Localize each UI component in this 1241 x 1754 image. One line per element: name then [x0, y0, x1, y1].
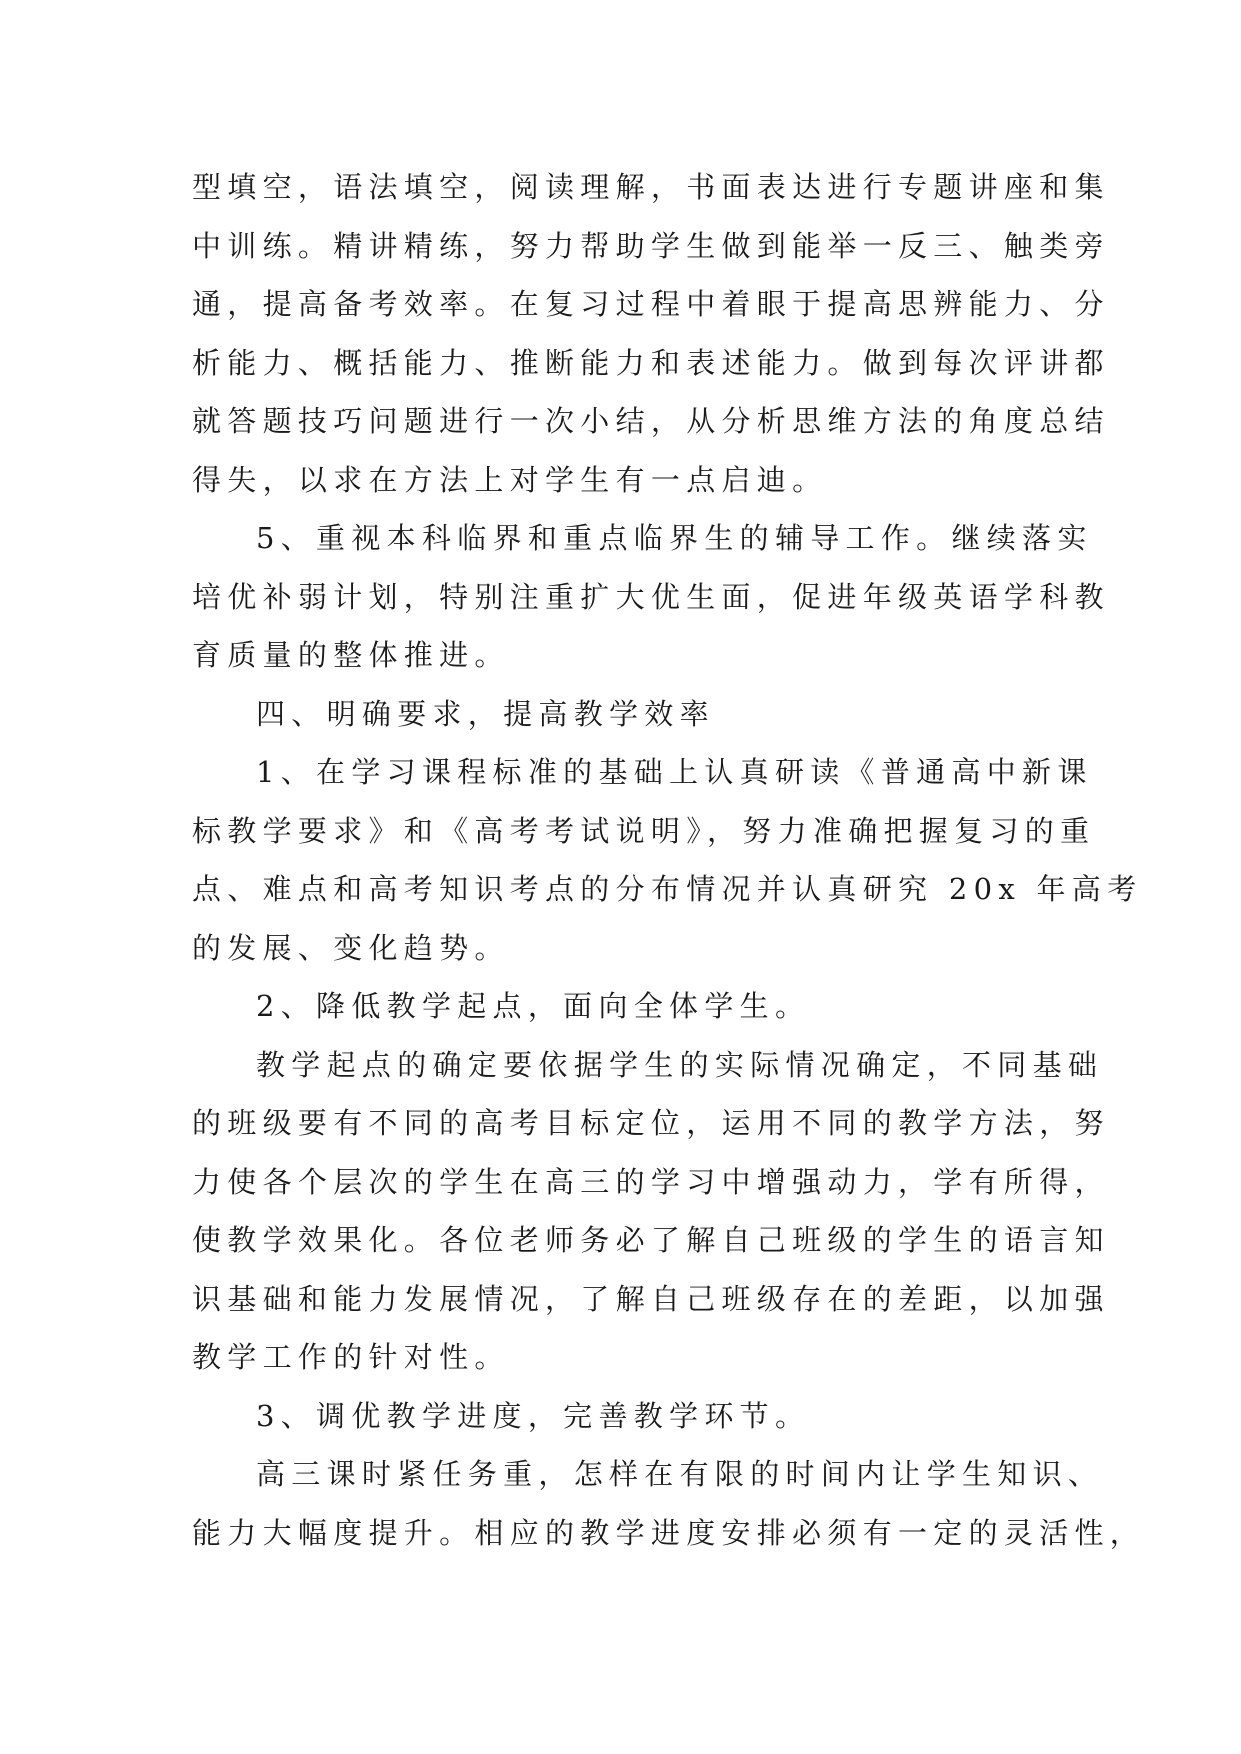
text-line: 四、明确要求，提高教学效率 — [256, 696, 715, 731]
text-line: 通，提高备考效率。在复习过程中着眼于提高思辨能力、分 — [192, 287, 1110, 321]
text-line: 中训练。精讲精练，努力帮助学生做到能举一反三、触类旁 — [192, 228, 1110, 263]
text-line: 标教学要求》和《高考考试说明》，努力准确把握复习的重 — [192, 813, 1096, 848]
document-body — [192, 158, 1146, 1562]
text-line: 培优补弱计划，特别注重扩大优生面，促进年级英语学科教 — [192, 579, 1110, 614]
text-line: 型填空，语法填空，阅读理解，书面表达进行专题讲座和集 — [192, 170, 1110, 204]
text-line: 能力大幅度提升。相应的教学进度安排必须有一定的灵活性， — [192, 1515, 1146, 1550]
text-line: 的班级要有不同的高考目标定位，运用不同的教学方法，努 — [192, 1106, 1110, 1140]
text-line: 5、重视本科临界和重点临界生的辅导工作。继续落实 — [256, 521, 1093, 555]
text-line: 3、调优教学进度，完善教学环节。 — [256, 1398, 811, 1433]
text-line: 2、降低教学起点，面向全体学生。 — [256, 989, 811, 1023]
text-line: 力使各个层次的学生在高三的学习中增强动力，学有所得， — [192, 1164, 1110, 1199]
text-line: 就答题技巧问题进行一次小结，从分析思维方法的角度总结 — [192, 404, 1110, 438]
text-line: 得失，以求在方法上对学生有一点启迪。 — [192, 462, 828, 497]
text-line: 教学工作的针对性。 — [192, 1340, 510, 1374]
text-line: 1、在学习课程标准的基础上认真研读《普通高中新课 — [256, 755, 1093, 789]
text-line: 识基础和能力发展情况，了解自己班级存在的差距，以加强 — [192, 1281, 1110, 1316]
text-line: 高三课时紧任务重，怎样在有限的时间内让学生知识、 — [256, 1457, 1104, 1491]
text-line: 使教学效果化。各位老师务必了解自己班级的学生的语言知 — [192, 1223, 1110, 1257]
text-line: 教学起点的确定要依据学生的实际情况确定，不同基础 — [256, 1047, 1104, 1082]
text-line: 析能力、概括能力、推断能力和表述能力。做到每次评讲都 — [192, 345, 1110, 380]
text-line: 点、难点和高考知识考点的分布情况并认真研究 20x 年高考 — [192, 872, 1143, 906]
text-line: 的发展、变化趋势。 — [192, 930, 510, 965]
text-line: 育质量的整体推进。 — [192, 638, 510, 672]
